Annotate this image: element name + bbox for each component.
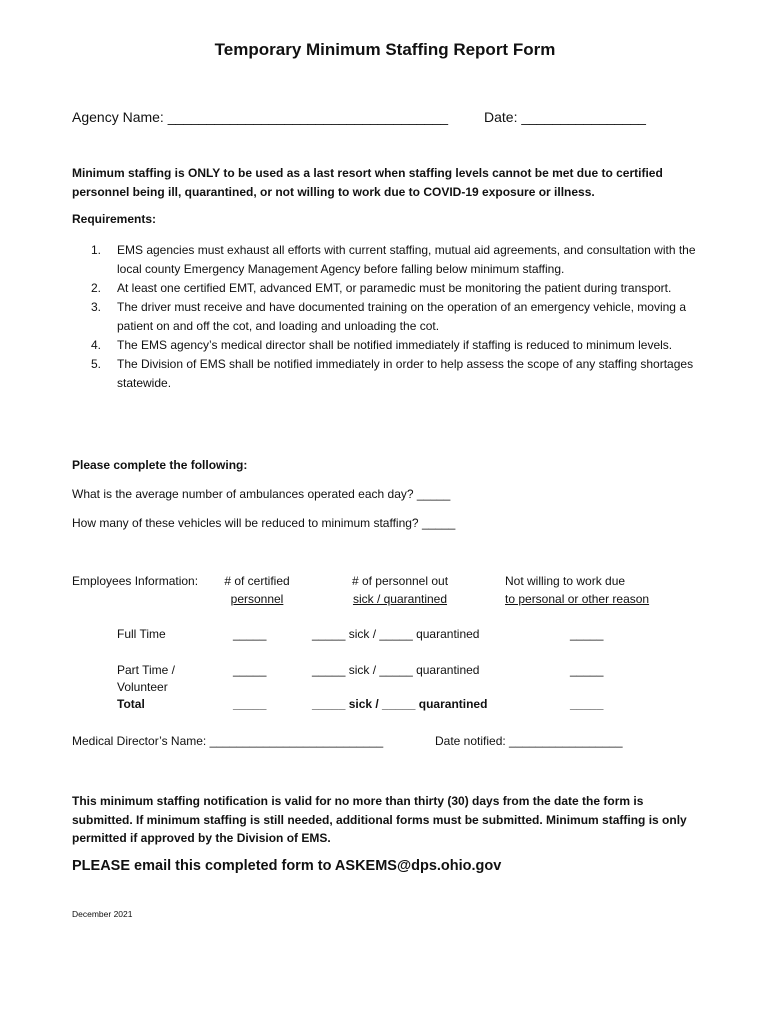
part-time-sick-field[interactable]: _____ sick / _____ quarantined	[312, 663, 480, 677]
ambulances-question[interactable]: What is the average number of ambulances operated each day? _____	[72, 487, 451, 501]
part-time-not-willing-field[interactable]: _____	[570, 663, 604, 677]
requirement-item	[72, 336, 697, 355]
agency-name-field[interactable]: Agency Name: ____________________________________	[72, 109, 449, 125]
col-sick-header-line2: sick / quarantined	[352, 592, 448, 606]
requirement-item	[72, 355, 697, 393]
col-sick-header: # of personnel out	[351, 574, 449, 588]
requirement-item	[72, 241, 697, 279]
requirement-number: 3.	[91, 300, 102, 314]
date-field[interactable]: Date: ________________	[484, 109, 646, 125]
medical-director-field[interactable]: Medical Director’s Name: __________________________	[72, 734, 384, 748]
full-time-certified-field[interactable]: _____	[233, 627, 267, 641]
col-certified-header-line2: personnel	[230, 592, 284, 606]
requirement-number: 4.	[91, 338, 102, 352]
requirement-text: At least one certified EMT, advanced EMT, or paramedic must be monitoring the patient during transport.	[117, 281, 672, 295]
full-time-not-willing-field[interactable]: _____	[570, 627, 604, 641]
requirements-heading: Requirements:	[72, 212, 157, 226]
row-label-part-time: Part Time /	[117, 663, 176, 677]
reduced-vehicles-question[interactable]: How many of these vehicles will be reduced to minimum staffing? _____	[72, 516, 456, 530]
form-title: Temporary Minimum Staffing Report Form	[214, 40, 556, 59]
requirement-text: The EMS agency’s medical director shall be notified immediately if staffing is reduced to minimum levels.	[117, 338, 673, 352]
total-not-willing-field[interactable]: _____	[570, 697, 604, 711]
row-label-total: Total	[117, 697, 145, 711]
total-sick-field[interactable]: _____ sick / _____ quarantined	[312, 697, 488, 711]
date-notified-field[interactable]: Date notified: _________________	[435, 734, 623, 748]
revision-date: December 2021	[72, 909, 133, 919]
requirement-item	[72, 298, 697, 336]
intro-paragraph: Minimum staffing is ONLY to be used as a last resort when staffing levels cannot be met due to certified personnel being ill, quarantined, or not willing to work due to COVID-19 exposure or illness.	[72, 166, 663, 199]
row-label-volunteer: Volunteer	[117, 680, 168, 694]
requirement-number: 5.	[91, 357, 102, 371]
requirement-text: EMS agencies must exhaust all efforts with current staffing, mutual aid agreements, and consultation with the local county Emergency Management Agency before falling below minimum staffing.	[117, 243, 696, 276]
requirement-text: The driver must receive and have documented training on the operation of an emergency vehicle, moving a patient on and off the cot, and loading and unloading the cot.	[117, 300, 686, 333]
row-label-full-time: Full Time	[117, 627, 166, 641]
total-certified-field[interactable]: _____	[233, 697, 267, 711]
complete-heading: Please complete the following:	[72, 458, 248, 472]
requirement-item	[72, 279, 697, 298]
col-certified-header: # of certified	[224, 574, 290, 588]
full-time-sick-field[interactable]: _____ sick / _____ quarantined	[312, 627, 480, 641]
employees-label: Employees Information:	[72, 574, 199, 588]
email-instruction: PLEASE email this completed form to ASKEMS@dps.ohio.gov	[72, 858, 502, 874]
col-not-willing-header-line2: to personal or other reason	[505, 592, 650, 606]
col-not-willing-header: Not willing to work due	[505, 574, 626, 588]
requirement-number: 2.	[91, 281, 102, 295]
part-time-certified-field[interactable]: _____	[233, 663, 267, 677]
requirement-text: The Division of EMS shall be notified immediately in order to help assess the scope of any staffing shortages statewide.	[117, 357, 694, 390]
requirement-number: 1.	[91, 243, 102, 257]
validity-note: This minimum staffing notification is valid for no more than thirty (30) days from the date the form is submitted. If minimum staffing is still needed, additional forms must be submitted. Minimum staffing is only permitted if approved by the Division of EMS.	[72, 794, 687, 845]
requirements-list	[72, 241, 697, 393]
